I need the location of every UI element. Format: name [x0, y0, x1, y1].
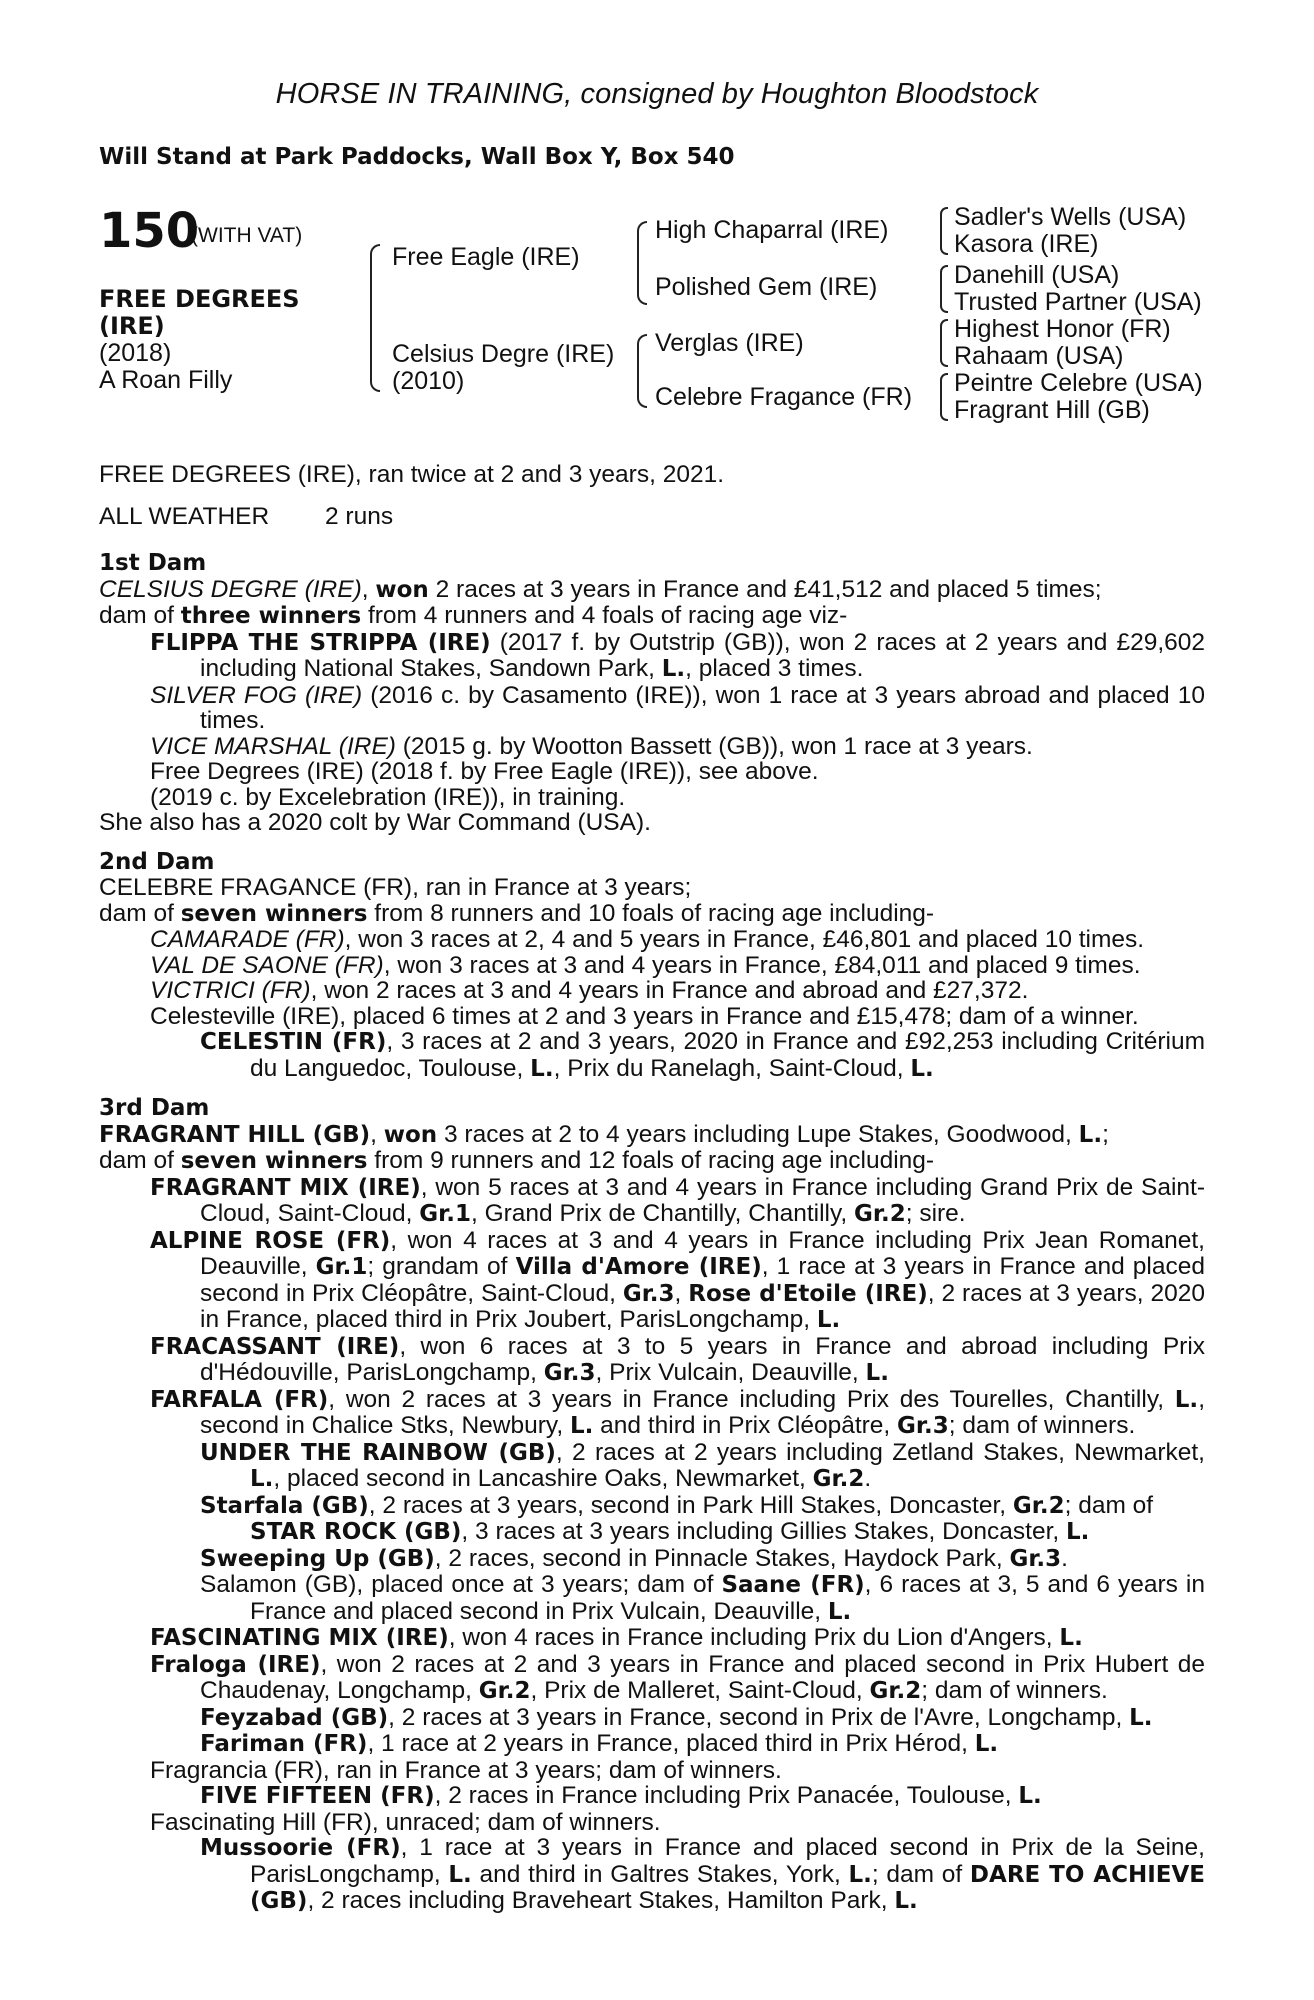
pedigree-sss: Sadler's Wells (USA): [954, 203, 1187, 231]
produce-record: Sweeping Up (GB), 2 races, second in Pinnacle Stakes, Haydock Park, Gr.3.: [200, 1544, 1068, 1572]
stand-location: Will Stand at Park Paddocks, Wall Box Y, Box 540: [99, 144, 735, 170]
pedigree-sdd: Trusted Partner (USA): [954, 288, 1202, 316]
produce-record: UNDER THE RAINBOW (GB), 2 races at 2 years including Zetland Stakes, Newmarket, L., placed second in Lancashire Oaks, Newmarket, Gr.2.: [200, 1438, 1205, 1492]
pedigree-ds: Verglas (IRE): [655, 329, 804, 357]
pedigree-brace-2a: [637, 221, 647, 305]
produce-record: CAMARADE (FR), won 3 races at 2, 4 and 5 years in France, £46,801 and placed 10 times.: [150, 926, 1145, 953]
pedigree-brace-3b: [940, 265, 948, 313]
produce-record: FRAGRANT HILL (GB), won 3 races at 2 to 4 years including Lupe Stakes, Goodwood, L.;: [99, 1120, 1109, 1148]
produce-record: Feyzabad (GB), 2 races at 3 years in France, second in Prix de l'Avre, Longchamp, L.: [200, 1703, 1153, 1731]
produce-record: Fragrancia (FR), ran in France at 3 years; dam of winners.: [150, 1756, 782, 1784]
section-heading: 1st Dam: [99, 550, 207, 576]
pedigree-ddd: Fragrant Hill (GB): [954, 396, 1150, 424]
pedigree-brace-2b: [637, 334, 647, 408]
pedigree-ss: High Chaparral (IRE): [655, 216, 889, 244]
produce-record: (2019 c. by Excelebration (IRE)), in training.: [150, 783, 626, 811]
pedigree-sire: Free Eagle (IRE): [392, 243, 580, 271]
produce-record: dam of seven winners from 9 runners and 12 foals of racing age including-: [99, 1147, 935, 1174]
produce-record: VICE MARSHAL (IRE) (2015 g. by Wootton Bassett (GB)), won 1 race at 3 years.: [150, 732, 1033, 760]
catalogue-text: [99, 462, 1205, 1915]
produce-record: STAR ROCK (GB), 3 races at 3 years including Gillies Stakes, Doncaster, L.: [250, 1518, 1090, 1545]
section-heading: 3rd Dam: [99, 1095, 210, 1121]
page-header: HORSE IN TRAINING, consigned by Houghton Bloodstock: [275, 78, 1039, 110]
pedigree-brace-1: [370, 244, 380, 392]
race-summary: FREE DEGREES (IRE), ran twice at 2 and 3 years, 2021.: [99, 461, 725, 488]
pedigree-dam-year: (2010): [392, 367, 465, 395]
section-heading: 2nd Dam: [99, 848, 215, 875]
produce-record: dam of seven winners from 8 runners and 10 foals of racing age including-: [99, 899, 935, 927]
produce-record: SILVER FOG (IRE) (2016 c. by Casamento (IRE)), won 1 race at 3 years abroad and placed 10 times.: [150, 681, 1205, 734]
produce-record: Mussoorie (FR), 1 race at 3 years in France and placed second in Prix de la Seine, ParisLongchamp, L. and third in Galtres Stakes, York, L.; dam of DARE TO ACHIEVE (GB), 2 races including Braveheart Stakes, Hamilton Park, L.: [200, 1834, 1205, 1914]
pedigree-dss: Highest Honor (FR): [954, 315, 1171, 343]
pedigree-dd: Celebre Fragance (FR): [655, 383, 913, 411]
pedigree-dam: Celsius Degre (IRE): [392, 340, 615, 368]
produce-record: CELEBRE FRAGANCE (FR), ran in France at 3 years;: [99, 874, 692, 901]
produce-record: Fascinating Hill (FR), unraced; dam of winners.: [150, 1808, 661, 1836]
horse-name-line2: (IRE): [99, 312, 165, 340]
produce-record: Starfala (GB), 2 races at 3 years, second in Park Hill Stakes, Doncaster, Gr.2; dam of: [200, 1491, 1154, 1519]
all-weather-value: 2 runs: [325, 502, 394, 530]
horse-description: A Roan Filly: [99, 366, 233, 394]
pedigree-brace-3d: [940, 373, 948, 421]
pedigree-brace-3c: [940, 319, 948, 367]
pedigree-brace-3a: [940, 207, 948, 255]
produce-record: FRAGRANT MIX (IRE), won 5 races at 3 and 4 years in France including Grand Prix de Saint-Cloud, Saint-Cloud, Gr.1, Grand Prix de Chantilly, Chantilly, Gr.2; sire.: [150, 1173, 1205, 1227]
horse-year: (2018): [99, 339, 172, 367]
pedigree-dsd: Rahaam (USA): [954, 342, 1124, 370]
pedigree-dds: Peintre Celebre (USA): [954, 369, 1203, 397]
produce-record: dam of three winners from 4 runners and 4 foals of racing age viz-: [99, 602, 848, 629]
pedigree-ssd: Kasora (IRE): [954, 230, 1099, 258]
produce-record: She also has a 2020 colt by War Command (USA).: [99, 809, 651, 836]
produce-record: Free Degrees (IRE) (2018 f. by Free Eagle (IRE)), see above.: [150, 758, 819, 785]
produce-record: Fariman (FR), 1 race at 2 years in France, placed third in Prix Hérod, L.: [200, 1730, 999, 1757]
produce-record: CELESTIN (FR), 3 races at 2 and 3 years, 2020 in France and £92,253 including Critérium du Languedoc, Toulouse, L., Prix du Ranelagh, Saint-Cloud, L.: [200, 1028, 1205, 1082]
produce-record: VAL DE SAONE (FR), won 3 races at 3 and 4 years in France, £84,011 and placed 9 times.: [150, 951, 1141, 979]
produce-record: FARFALA (FR), won 2 races at 3 years in France including Prix des Tourelles, Chantilly, L., second in Chalice Stks, Newbury, L. and third in Prix Cléopâtre, Gr.3; dam of winners.: [150, 1385, 1205, 1439]
all-weather-label: ALL WEATHER: [99, 502, 270, 530]
produce-record: Salamon (GB), placed once at 3 years; dam of Saane (FR), 6 races at 3, 5 and 6 years in France and placed second in Prix Vulcain, Deauville, L.: [200, 1571, 1206, 1625]
vat-label: (WITH VAT): [191, 224, 303, 247]
horse-details: [99, 286, 300, 394]
produce-record: FLIPPA THE STRIPPA (IRE) (2017 f. by Outstrip (GB)), won 2 races at 2 years and £29,602 including National Stakes, Sandown Park, L., placed 3 times.: [150, 628, 1205, 682]
produce-record: CELSIUS DEGRE (IRE), won 2 races at 3 years in France and £41,512 and placed 5 times;: [99, 575, 1102, 603]
produce-record: FASCINATING MIX (IRE), won 4 races in France including Prix du Lion d'Angers, L.: [150, 1624, 1083, 1651]
produce-record: VICTRICI (FR), won 2 races at 3 and 4 years in France and abroad and £27,372.: [150, 977, 1029, 1004]
all-weather-record: [99, 504, 1205, 530]
lot-number: 150: [99, 203, 200, 259]
pedigree-sds: Danehill (USA): [954, 261, 1120, 289]
produce-record: Fraloga (IRE), won 2 races at 2 and 3 years in France and placed second in Prix Hubert de Chaudenay, Longchamp, Gr.2, Prix de Malleret, Saint-Cloud, Gr.2; dam of winners.: [150, 1650, 1205, 1704]
pedigree-sd: Polished Gem (IRE): [655, 273, 878, 301]
dam-sections: [99, 529, 1205, 1915]
produce-record: Celesteville (IRE), placed 6 times at 2 and 3 years in France and £15,478; dam of a winner.: [150, 1002, 1139, 1030]
horse-name-line1: FREE DEGREES: [99, 285, 300, 313]
produce-record: FRACASSANT (IRE), won 6 races at 3 to 5 years in France and abroad including Prix d'Hédouville, ParisLongchamp, Gr.3, Prix Vulcain, Deauville, L.: [150, 1332, 1206, 1386]
produce-record: ALPINE ROSE (FR), won 4 races at 3 and 4 years in France including Prix Jean Romanet, Deauville, Gr.1; grandam of Villa d'Amore (IRE), 1 race at 3 years in France and placed second in Prix Cléopâtre, Saint-Cloud, Gr.3, Rose d'Etoile (IRE), 2 races at 3 years, 2020 in France, placed third in Prix Joubert, ParisLongchamp, L.: [150, 1226, 1205, 1333]
produce-record: FIVE FIFTEEN (FR), 2 races in France including Prix Panacée, Toulouse, L.: [200, 1782, 1042, 1809]
